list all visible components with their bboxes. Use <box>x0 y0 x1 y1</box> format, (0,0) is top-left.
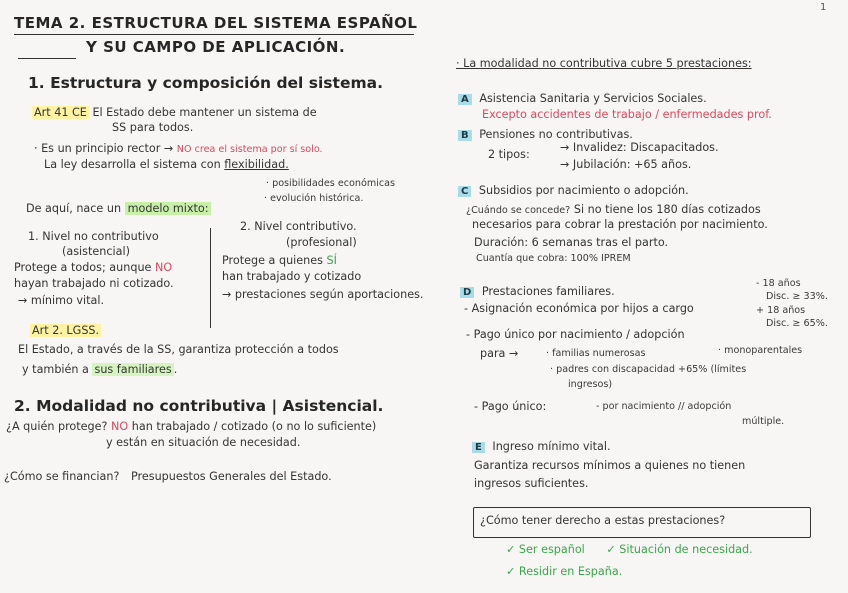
title-underline-short <box>18 58 76 59</box>
art2-badge: Art 2. LGSS. <box>32 324 100 337</box>
nivel1-text2: hayan trabajado ni cotizado. <box>14 277 174 290</box>
finan-a: Presupuestos Generales del Estado. <box>130 470 332 483</box>
d-opt1b: Disc. ≥ 33%. <box>766 291 828 302</box>
b-tipo2: → Jubilación: +65 años. <box>560 158 692 171</box>
d-pago1: - Pago único por nacimiento / adopción <box>466 328 685 341</box>
sus-familiares: sus familiares <box>94 363 172 376</box>
d-fam2: · monoparentales <box>718 345 803 356</box>
nivel2-text2: han trabajado y cotizado <box>222 270 362 283</box>
right-intro: · La modalidad no contributiva cubre 5 prestaciones: <box>456 57 752 70</box>
quien-text: han trabajado / cotizado (o no lo suficiente) <box>131 420 377 433</box>
page-title-line1: TEMA 2. ESTRUCTURA DEL SISTEMA ESPAÑOL <box>14 14 418 32</box>
c-cuantia: Cuantía que cobra: 100% IPREM <box>476 253 631 264</box>
page-title-line2: Y SU CAMPO DE APLICACIÓN. <box>86 38 346 56</box>
ley-text: La ley desarrolla el sistema con <box>44 158 221 171</box>
nivel1-text3: → mínimo vital. <box>18 294 105 307</box>
nivel2-sub: (profesional) <box>286 236 357 249</box>
prestacion-a: Asistencia Sanitaria y Servicios Sociales. <box>479 92 707 105</box>
nivel1-no: NO <box>154 261 173 274</box>
req-espanol: ✓ Ser español <box>506 543 585 556</box>
nivel2-text1: Protege a quienes <box>222 254 323 267</box>
prestacion-d: Prestaciones familiares. <box>481 285 615 298</box>
flexibilidad: flexibilidad. <box>224 158 289 171</box>
flex-item-2: · evolución histórica. <box>264 193 364 204</box>
principio-red: NO crea el sistema por sí solo. <box>176 144 323 155</box>
art41-text-1: El Estado debe mantener un sistema de <box>92 106 317 119</box>
d-asignacion: - Asignación económica por hijos a cargo <box>464 302 694 315</box>
badge-d: D <box>460 287 474 298</box>
nivel2-text3: → prestaciones según aportaciones. <box>222 288 424 301</box>
c-duracion: Duración: 6 semanas tras el parto. <box>474 236 669 249</box>
flex-item-1: · posibilidades económicas <box>266 178 395 189</box>
level-divider <box>210 228 211 328</box>
badge-a: A <box>458 94 472 105</box>
art41-badge: Art 41 CE <box>34 106 87 119</box>
req-residir: ✓ Residir en España. <box>506 565 623 578</box>
modelo-mixto: modelo mixto: <box>125 202 212 215</box>
principio-text: · Es un principio rector → <box>34 142 174 155</box>
d-pago2: - Pago único: <box>474 400 547 413</box>
estado-text2: y también a <box>22 363 89 376</box>
d-opt2b: Disc. ≥ 65%. <box>766 318 828 329</box>
section2-heading: 2. Modalidad no contributiva | Asistencial. <box>14 397 384 415</box>
finan-q: ¿Cómo se financian? <box>4 470 120 483</box>
d-fam3b: ingresos) <box>568 379 613 390</box>
d-fam3: · padres con discapacidad +65% (límites <box>550 364 747 375</box>
prestacion-a-except: Excepto accidentes de trabajo / enfermedades prof. <box>482 108 772 121</box>
d-fam1: · familias numerosas <box>546 348 646 359</box>
d-opt2: + 18 años <box>756 305 806 316</box>
estado-text2-end: . <box>173 363 178 376</box>
quien-no: NO <box>111 420 129 433</box>
prestacion-c: Subsidios por nacimiento o adopción. <box>478 184 689 197</box>
badge-b: B <box>458 130 472 141</box>
c-when-q: ¿Cuándo se concede? <box>466 205 571 216</box>
req-necesidad: ✓ Situación de necesidad. <box>606 543 753 556</box>
badge-e: E <box>472 442 485 453</box>
d-para: para → <box>480 347 519 360</box>
e-text2: ingresos suficientes. <box>474 477 589 490</box>
deaqui-text: De aquí, nace un <box>26 202 122 215</box>
nivel1-title: 1. Nivel no contributivo <box>28 230 159 243</box>
quien-text2: y están en situación de necesidad. <box>106 436 301 449</box>
box-question: ¿Cómo tener derecho a estas prestaciones? <box>480 514 726 527</box>
badge-c: C <box>458 186 471 197</box>
b-tipo1: → Invalidez: Discapacitados. <box>560 141 719 154</box>
estado-text1: El Estado, a través de la SS, garantiza protección a todos <box>18 343 339 356</box>
prestacion-b: Pensiones no contributivas. <box>479 128 633 141</box>
d-pago2-text: - por nacimiento // adopción <box>596 401 732 412</box>
quien-q: ¿A quién protege? <box>6 420 108 433</box>
d-pago2-text2: múltiple. <box>742 416 785 427</box>
nivel2-si: SÍ <box>326 254 337 267</box>
art41-text-2: SS para todos. <box>112 121 194 134</box>
b-tipos: 2 tipos: <box>488 148 530 161</box>
page-number: 1 <box>820 2 827 13</box>
d-opt1: - 18 años <box>756 278 801 289</box>
c-when-text: Si no tiene los 180 días cotizados <box>573 203 761 216</box>
nivel2-title: 2. Nivel contributivo. <box>240 220 357 233</box>
c-when-text2: necesarios para cobrar la prestación por nacimiento. <box>472 218 768 231</box>
nivel1-sub: (asistencial) <box>62 245 130 258</box>
e-text1: Garantiza recursos mínimos a quienes no tienen <box>474 459 746 472</box>
title-underline <box>14 34 414 35</box>
nivel1-text1: Protege a todos; aunque <box>14 261 152 274</box>
section1-heading: 1. Estructura y composición del sistema. <box>28 74 383 92</box>
prestacion-e: Ingreso mínimo vital. <box>492 440 611 453</box>
